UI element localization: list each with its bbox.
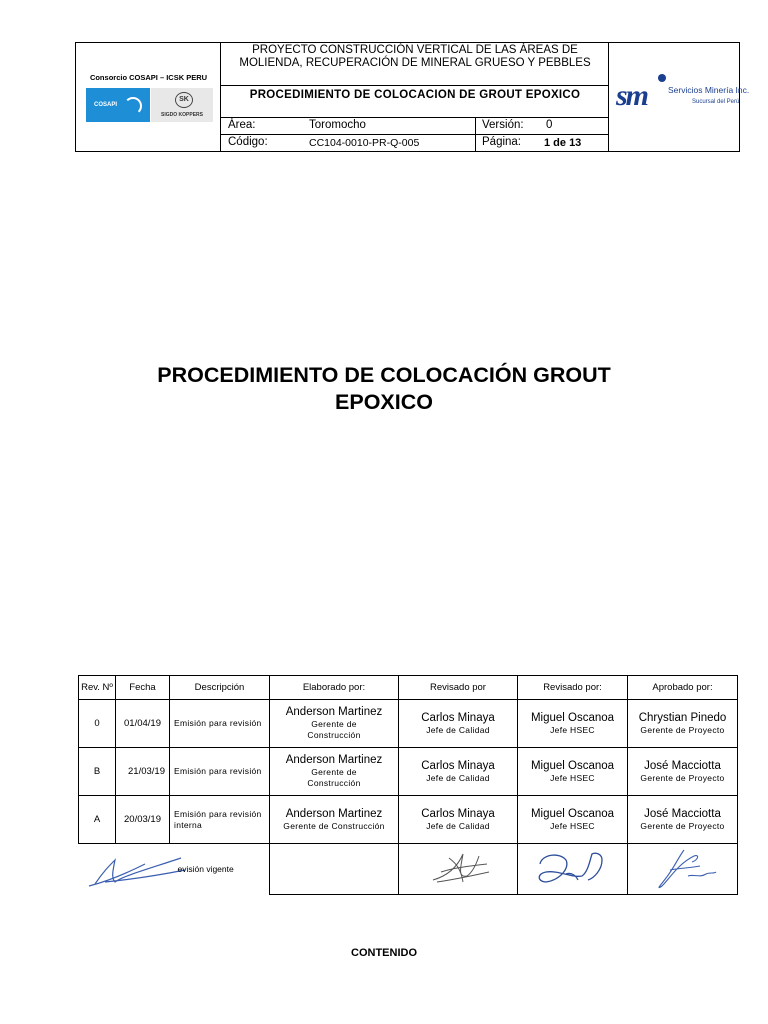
header-revisado-1: Revisado por bbox=[399, 676, 518, 700]
revisado2-cell: Miguel Oscanoa Jefe HSEC bbox=[518, 748, 628, 796]
aprobado-cell: José Macciotta Gerente de Proyecto bbox=[628, 796, 738, 844]
descripcion-cell: Emisión para revisión interna bbox=[170, 796, 270, 844]
rev-cell: B bbox=[79, 748, 116, 796]
pagina-label: Página: bbox=[482, 136, 522, 148]
revisado1-cell: Carlos Minaya Jefe de Calidad bbox=[399, 748, 518, 796]
table-row bbox=[79, 700, 738, 748]
signature-revisado1-cell bbox=[399, 844, 518, 895]
signature-revisado2-cell bbox=[518, 844, 628, 895]
aprobado-cell: Chrystian Pinedo Gerente de Proyecto bbox=[628, 700, 738, 748]
revisado2-cell: Miguel Oscanoa Jefe HSEC bbox=[518, 796, 628, 844]
rev-cell: A bbox=[79, 796, 116, 844]
document-title bbox=[90, 362, 678, 416]
elaborado-cell: Anderson Martinez Gerente de Construcción bbox=[270, 796, 399, 844]
header-aprobado: Aprobado por: bbox=[628, 676, 738, 700]
elaborado-cell: Anderson Martinez Gerente de Construcción bbox=[270, 700, 399, 748]
header-fecha: Fecha bbox=[116, 676, 170, 700]
rev-cell: 0 bbox=[79, 700, 116, 748]
document-title-line2: EPOXICO bbox=[335, 390, 433, 414]
revisado1-cell: Carlos Minaya Jefe de Calidad bbox=[399, 700, 518, 748]
vigente-cell bbox=[79, 844, 270, 895]
signature-2-icon bbox=[427, 846, 493, 890]
signature-row bbox=[79, 844, 738, 895]
consorcio-label: Consorcio COSAPI – ICSK PERU bbox=[89, 73, 208, 82]
signature-elaborado-cell bbox=[270, 844, 399, 895]
contenido-heading: CONTENIDO bbox=[351, 947, 417, 959]
header-revisado-2: Revisado por: bbox=[518, 676, 628, 700]
revision-table bbox=[78, 675, 738, 895]
descripcion-cell: Emisión para revisión bbox=[170, 700, 270, 748]
fecha-cell: 20/03/19 bbox=[116, 796, 170, 844]
fecha-cell: 01/04/19 bbox=[116, 700, 170, 748]
header-descripcion: Descripción bbox=[170, 676, 270, 700]
codigo-label: Código: bbox=[228, 136, 268, 148]
procedure-title: PROCEDIMIENTO DE COLOCACION DE GROUT EPOXICO bbox=[249, 89, 581, 101]
version-label: Versión: bbox=[482, 119, 524, 131]
header-elaborado: Elaborado por: bbox=[270, 676, 399, 700]
area-label: Área: bbox=[228, 119, 256, 131]
header-rev: Rev. Nº bbox=[79, 676, 116, 700]
document-title-line1: PROCEDIMIENTO DE COLOCACIÓN GROUT bbox=[157, 363, 611, 387]
cosapi-logo: COSAPI bbox=[86, 88, 150, 122]
elaborado-cell: Anderson Martinez Gerente de Construcción bbox=[270, 748, 399, 796]
codigo-value: CC104-0010-PR-Q-005 bbox=[309, 137, 420, 149]
fecha-cell: 21/03/19 bbox=[116, 748, 170, 796]
signature-aprobado-cell bbox=[628, 844, 738, 895]
sigdo-koppers-logo: SK SIGDO KOPPERS bbox=[151, 88, 213, 122]
version-value: 0 bbox=[546, 119, 553, 131]
descripcion-cell: Emisión para revisión bbox=[170, 748, 270, 796]
revision-vigente-label: evisión vigente bbox=[177, 864, 234, 875]
table-row bbox=[79, 748, 738, 796]
signature-3-icon bbox=[532, 846, 612, 892]
revisado1-cell: Carlos Minaya Jefe de Calidad bbox=[399, 796, 518, 844]
revision-header-row bbox=[79, 676, 738, 700]
revisado2-cell: Miguel Oscanoa Jefe HSEC bbox=[518, 700, 628, 748]
signature-4-icon bbox=[648, 846, 722, 892]
aprobado-cell: José Macciotta Gerente de Proyecto bbox=[628, 748, 738, 796]
area-value: Toromocho bbox=[309, 119, 366, 131]
table-row bbox=[79, 796, 738, 844]
project-title: PROYECTO CONSTRUCCIÓN VERTICAL DE LAS ÁREAS DE MOLIENDA, RECUPERACIÓN DE MINERAL GRUESO Y PEBBLES bbox=[239, 44, 591, 69]
pagina-value: 1 de 13 bbox=[544, 137, 582, 149]
servicios-mineria-logo: sm Servicios Minería Inc. Sucursal del Perú bbox=[616, 71, 740, 121]
document-header bbox=[75, 42, 750, 152]
